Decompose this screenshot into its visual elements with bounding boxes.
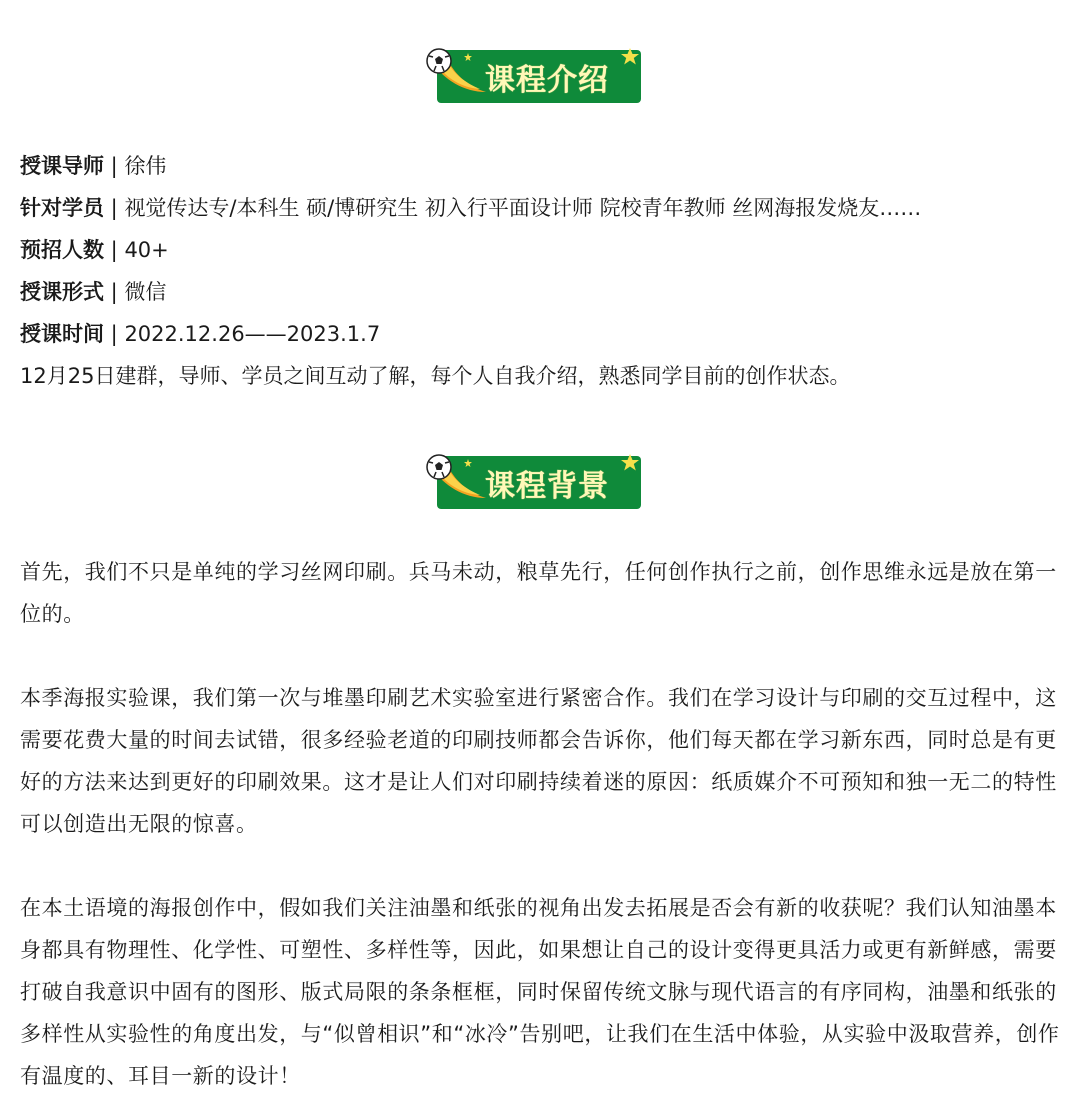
info-separator: | [104, 196, 125, 220]
info-value: 微信 [124, 280, 167, 304]
info-value: 视觉传达专/本科生 硕/博研究生 初入行平面设计师 院校青年教师 丝网海报发烧友…… [124, 196, 922, 220]
banner-title: 课程介绍 [485, 63, 609, 98]
info-label: 授课形式 [20, 280, 104, 304]
section-banner-intro [424, 40, 642, 104]
info-value: 40+ [124, 238, 169, 262]
info-line-enrollment [20, 235, 169, 265]
soccer-ball-icon [427, 49, 451, 73]
info-separator: | [104, 238, 125, 262]
info-note: 12月25日建群，导师、学员之间互动了解，每个人自我介绍，熟悉同学目前的创作状态。 [20, 364, 851, 388]
section-banner-background [424, 446, 642, 510]
info-value: 徐伟 [124, 154, 167, 178]
paragraph-3: 在本土语境的海报创作中，假如我们关注油墨和纸张的视角出发去拓展是否会有新的收获呢？我们认知油墨本身都具有物理性、化学性、可塑性、多样性等，因此，如果想让自己的设计变得更具活力或更有新鲜感，需要打破自我意识中固有的图形、版式局限的条条框框，同时保留传统文脉与现代语言的有序同构，油墨和纸张的多样性从实验性的角度出发，与“似曾相识”和“冰冷”告别吧，让我们在生活中体验，从实验中汲取营养，创作有温度的、耳目一新的设计！ [20, 896, 1060, 1088]
paragraph-2: 本季海报实验课，我们第一次与堆墨印刷艺术实验室进行紧密合作。我们在学习设计与印刷的交互过程中，这需要花费大量的时间去试错，很多经验老道的印刷技师都会告诉你，他们每天都在学习新东西，同时总是有更好的方法来达到更好的印刷效果。这才是让人们对印刷持续着迷的原因：纸质媒介不可预知和独一无二的特性可以创造出无限的惊喜。 [20, 686, 1057, 836]
info-label: 预招人数 [20, 238, 104, 262]
info-label: 针对学员 [20, 196, 104, 220]
soccer-ball-icon [427, 455, 451, 479]
info-label: 授课时间 [20, 322, 104, 346]
info-separator: | [104, 154, 125, 178]
info-label: 授课导师 [20, 154, 104, 178]
paragraph-1: 首先，我们不只是单纯的学习丝网印刷。兵马未动，粮草先行，任何创作执行之前，创作思维永远是放在第一位的。 [20, 560, 1057, 626]
info-line-format [20, 277, 166, 307]
banner-title: 课程背景 [485, 469, 609, 504]
info-separator: | [104, 322, 125, 346]
info-separator: | [104, 280, 125, 304]
info-value: 2022.12.26——2023.1.7 [124, 322, 381, 346]
info-line-audience [20, 193, 921, 223]
info-line-schedule [20, 319, 380, 349]
info-line-instructor [20, 151, 166, 181]
